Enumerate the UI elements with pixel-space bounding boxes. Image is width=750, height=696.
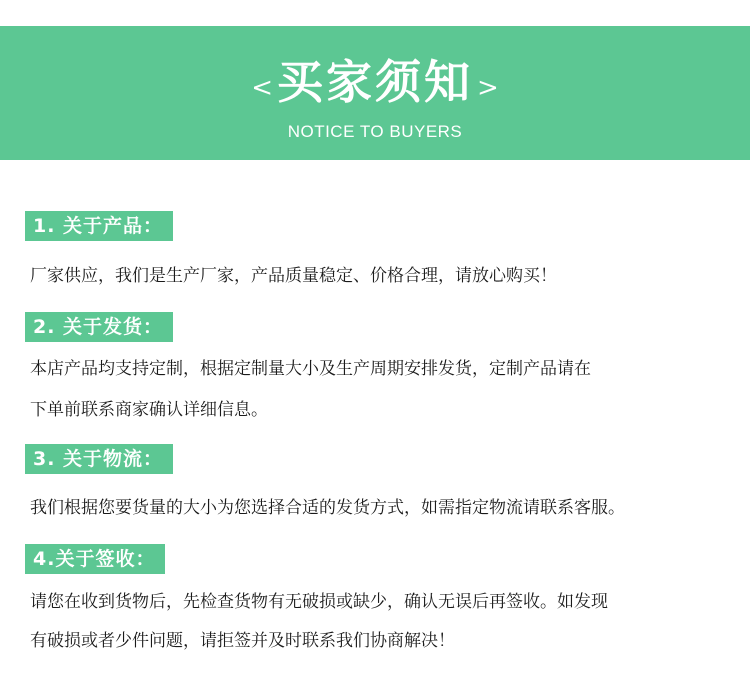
body-line: 有破损或者少件问题，请拒签并及时联系我们协商解决！ — [30, 631, 455, 651]
body-line: 厂家供应，我们是生产厂家，产品质量稳定、价格合理，请放心购买！ — [30, 266, 557, 286]
left-angle-bracket: < — [251, 73, 273, 103]
section-logistics — [25, 444, 745, 474]
section-heading: 3. 关于物流： — [25, 444, 173, 474]
section-heading: 4.关于签收： — [25, 544, 165, 574]
section-receipt — [25, 544, 745, 574]
banner-title: 买家须知 — [277, 55, 473, 109]
right-angle-bracket: > — [477, 73, 499, 103]
body-line: 我们根据您要货量的大小为您选择合适的发货方式，如需指定物流请联系客服。 — [30, 498, 625, 518]
section-products — [25, 211, 745, 241]
section-heading: 2. 关于发货： — [25, 312, 173, 342]
banner-subtitle: NOTICE TO BUYERS — [287, 122, 463, 141]
body-line: 下单前联系商家确认详细信息。 — [30, 400, 268, 420]
body-line: 请您在收到货物后，先检查货物有无破损或缺少，确认无误后再签收。如发现 — [30, 592, 608, 612]
section-heading: 1. 关于产品： — [25, 211, 173, 241]
section-shipping — [25, 312, 745, 342]
banner-title-row — [0, 52, 750, 112]
notice-banner — [0, 26, 750, 160]
body-line: 本店产品均支持定制，根据定制量大小及生产周期安排发货，定制产品请在 — [30, 359, 591, 379]
